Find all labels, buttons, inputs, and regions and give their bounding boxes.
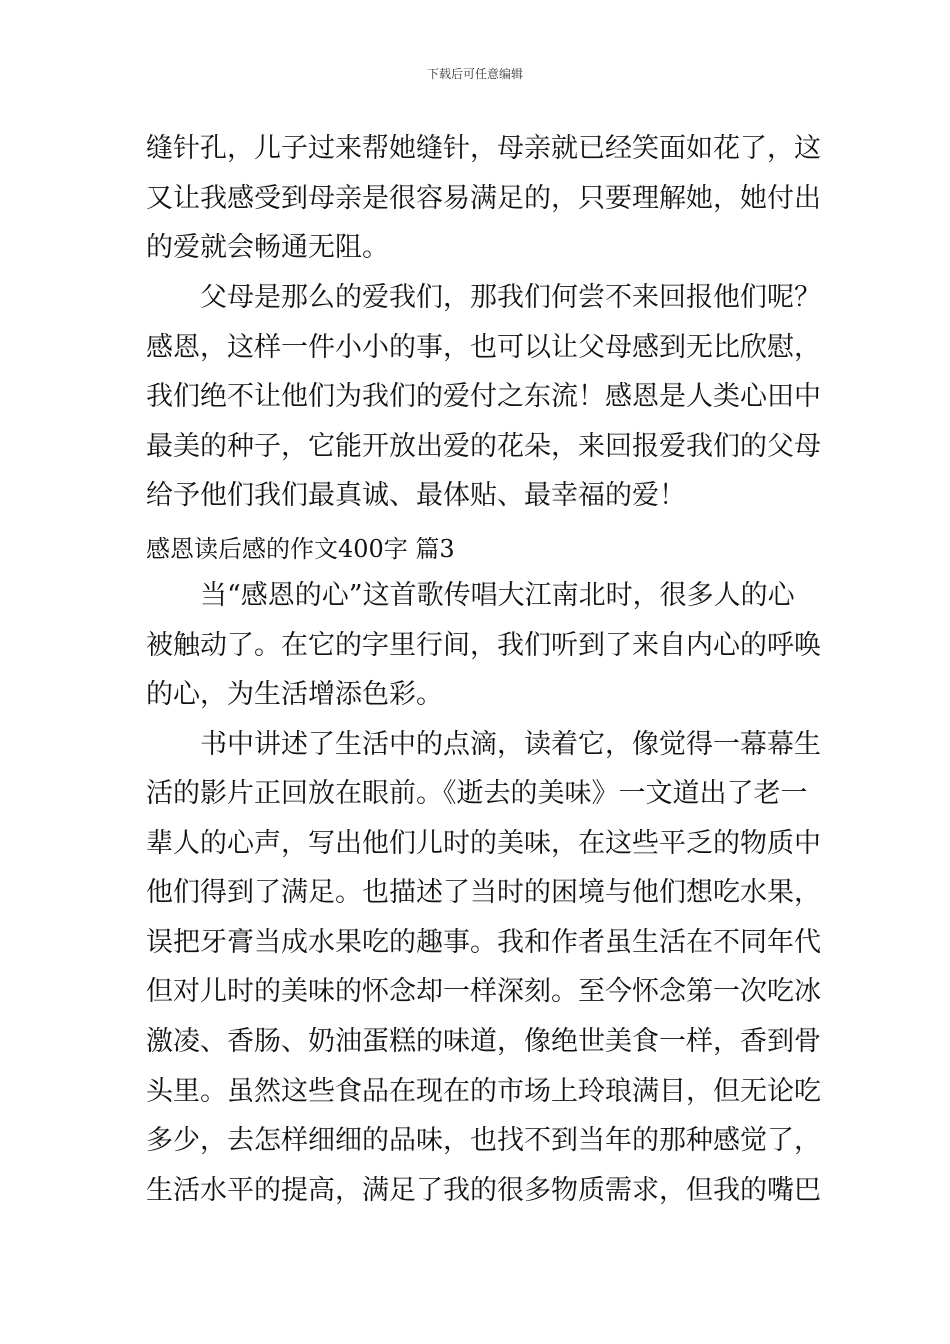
text-line: 辈人的心声，写出他们儿时的美味，在这些平乏的物质中 bbox=[146, 828, 821, 859]
text-line: 活的影片正回放在眼前。《逝去的美味》一文道出了老一 bbox=[146, 778, 808, 809]
text-line: 缝针孔，儿子过来帮她缝针，母亲就已经笑面如花了，这 bbox=[146, 133, 821, 164]
text-line: 头里。虽然这些食品在现在的市场上玲琅满目，但无论吃 bbox=[146, 1076, 821, 1107]
text-line: 的心，为生活增添色彩。 bbox=[146, 679, 443, 710]
text-line: 多少，去怎样细细的品味，也找不到当年的那种感觉了， bbox=[146, 1125, 821, 1156]
text-line: 当“感恩的心”这首歌传唱大江南北时，很多人的心 bbox=[146, 580, 795, 611]
text-line: 给予他们我们最真诚、最体贴、最幸福的爱！ bbox=[146, 480, 686, 511]
text-line: 他们得到了满足。也描述了当时的困境与他们想吃水果， bbox=[146, 877, 821, 908]
text-line: 我们绝不让他们为我们的爱付之东流！感恩是人类心田中 bbox=[146, 381, 821, 412]
text-line: 被触动了。在它的字里行间，我们听到了来自内心的呼唤 bbox=[146, 630, 821, 661]
text-line: 误把牙膏当成水果吃的趣事。我和作者虽生活在不同年代 bbox=[146, 927, 821, 958]
text-line: 书中讲述了生活中的点滴，读着它，像觉得一幕幕生 bbox=[146, 729, 821, 760]
section-heading: 感恩读后感的作文400字 篇3 bbox=[146, 535, 455, 563]
text-line: 最美的种子，它能开放出爱的花朵，来回报爱我们的父母 bbox=[146, 431, 821, 462]
text-line: 但对儿时的美味的怀念却一样深刻。至今怀念第一次吃冰 bbox=[146, 976, 821, 1007]
page-header: 下载后可任意编辑 bbox=[426, 67, 523, 81]
text-line: 父母是那么的爱我们，那我们何尝不来回报他们呢？ bbox=[146, 282, 821, 313]
text-line: 激凌、香肠、奶油蛋糕的味道，像绝世美食一样，香到骨 bbox=[146, 1026, 821, 1057]
text-line: 又让我感受到母亲是很容易满足的，只要理解她，她付出 bbox=[146, 183, 821, 214]
text-line: 生活水平的提高，满足了我的很多物质需求，但我的嘴巴 bbox=[146, 1175, 821, 1206]
text-line: 的爱就会畅通无阻。 bbox=[146, 232, 389, 263]
text-line: 感恩，这样一件小小的事，也可以让父母感到无比欣慰， bbox=[146, 332, 821, 363]
